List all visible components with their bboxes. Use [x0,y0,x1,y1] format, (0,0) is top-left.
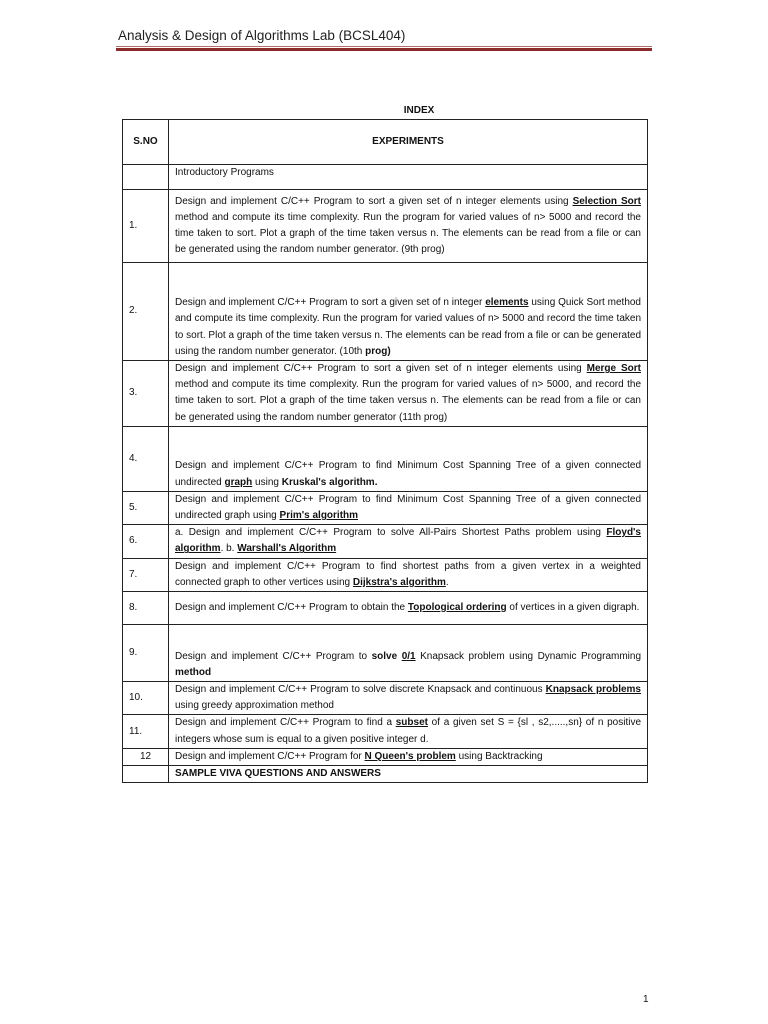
row-number: 1. [123,190,169,263]
experiment-description: Design and implement C/C++ Program to find shortest paths from a given vertex in a weighted connected graph to other vertices using Dijkstra's algorithm. [169,558,648,591]
experiment-description: Design and implement C/C++ Program to sort a given set of n integer elements using Selection Sort method and compute its time complexity. Run the program for varied values of n> 5000 and record the time taken to sort. Plot a graph of the time taken versus n. The elements can be read from a file or can be generated using the random number generator. (9th prog) [169,190,648,263]
row-number: 5. [123,491,169,524]
table-cell-empty [123,766,169,783]
experiment-description: Design and implement C/C++ Program to solve 0/1 Knapsack problem using Dynamic Programming method [169,625,648,682]
experiments-header: EXPERIMENTS [169,120,648,165]
experiment-description: Design and implement C/C++ Program to find Minimum Cost Spanning Tree of a given connected undirected graph using Prim's algorithm [169,491,648,524]
header-rule-thin [116,46,652,47]
table-row [123,491,648,524]
row-number: 11. [123,715,169,748]
table-row-viva [123,766,648,783]
row-number: 12 [123,748,169,765]
table-row [123,625,648,682]
table-cell-empty [123,165,169,190]
experiment-description: Design and implement C/C++ Program to sort a given set of n integer elements using Quick Sort method and compute its time complexity. Run the program for varied values of n> 5000 and record the time taken to sort. Plot a graph of the time taken versus n. The elements can be read from a file or can be generated using the random number generator. (10th prog) [169,263,648,361]
experiment-description: Design and implement C/C++ Program to sort a given set of n integer elements using Merge Sort method and compute its time complexity. Run the program for varied values of n> 5000, and record the time taken to sort. Plot a graph of the time taken versus n. The elements can be read from a file or can be generated using the random number generator (11th prog) [169,361,648,427]
table-row [123,715,648,748]
table-row [123,592,648,625]
table-row [123,748,648,765]
table-row-intro [123,165,648,190]
experiment-description: Design and implement C/C++ Program to obtain the Topological ordering of vertices in a given digraph. [169,592,648,625]
row-number: 2. [123,263,169,361]
row-number: 9. [123,625,169,682]
row-number: 3. [123,361,169,427]
sno-header: S.NO [123,120,169,165]
table-row [123,525,648,558]
row-number: 6. [123,525,169,558]
experiment-description: a. Design and implement C/C++ Program to solve All-Pairs Shortest Paths problem using Floyd's algorithm. b. Warshall's Algorithm [169,525,648,558]
row-number: 10. [123,682,169,715]
viva-cell: SAMPLE VIVA QUESTIONS AND ANSWERS [169,766,648,783]
intro-cell: Introductory Programs [169,165,648,190]
experiment-description: Design and implement C/C++ Program to find Minimum Cost Spanning Tree of a given connected undirected graph using Kruskal's algorithm. [169,426,648,491]
row-number: 8. [123,592,169,625]
table-row [123,190,648,263]
experiment-description: Design and implement C/C++ Program to find a subset of a given set S = {sl , s2,.....,sn} of n positive integers whose sum is equal to a given positive integer d. [169,715,648,748]
experiment-description: Design and implement C/C++ Program for N Queen's problem using Backtracking [169,748,648,765]
header-rule [116,48,652,51]
index-title: INDEX [403,105,435,116]
table-header-row [123,120,648,165]
document-header-title: Analysis & Design of Algorithms Lab (BCSL404) [118,28,406,43]
row-number: 7. [123,558,169,591]
table-row [123,682,648,715]
table-row [123,426,648,491]
row-number: 4. [123,426,169,491]
table-row [123,263,648,361]
experiments-table [122,119,648,783]
table-row [123,361,648,427]
experiment-description: Design and implement C/C++ Program to solve discrete Knapsack and continuous Knapsack problems using greedy approximation method [169,682,648,715]
page-number: 1 [643,994,649,1005]
table-row [123,558,648,591]
